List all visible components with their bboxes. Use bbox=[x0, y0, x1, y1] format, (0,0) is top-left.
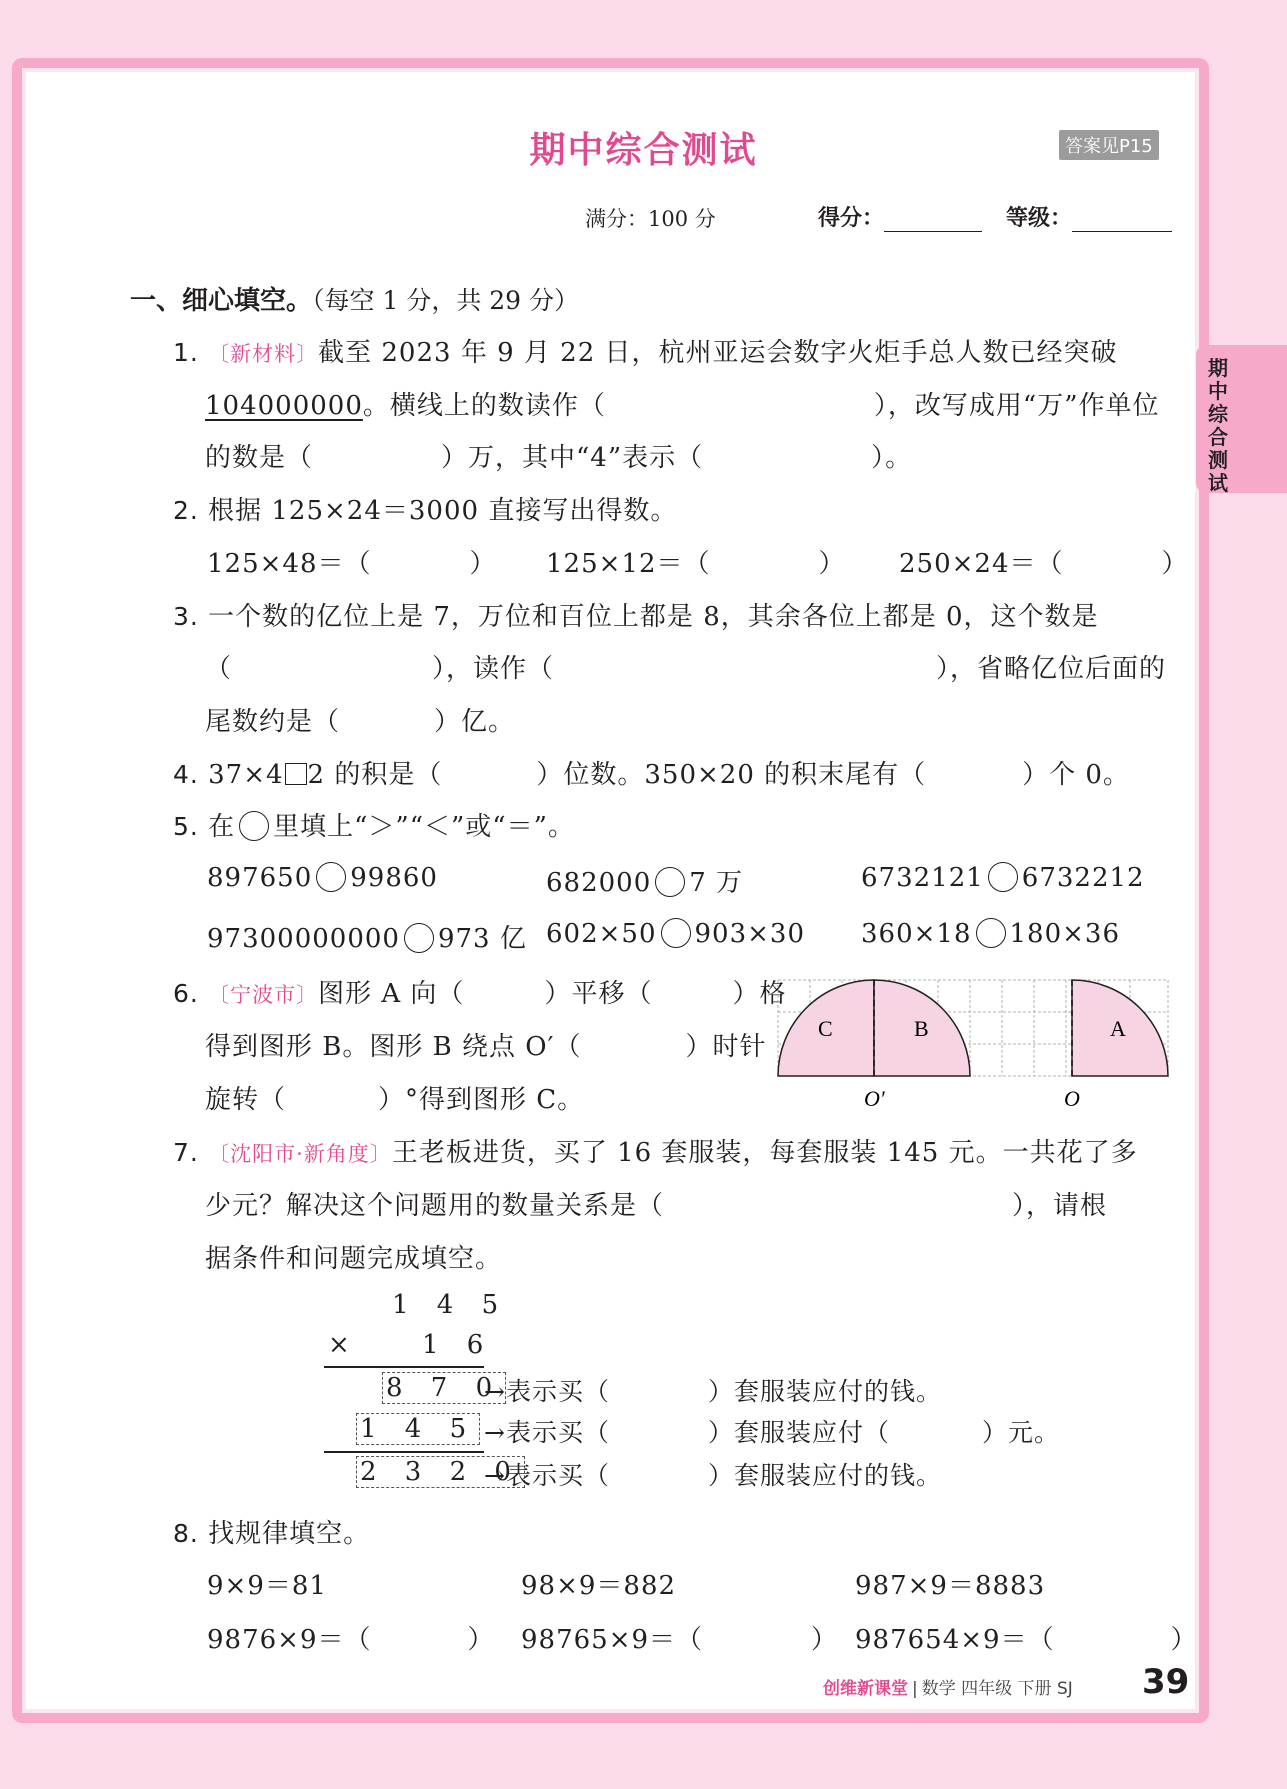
question-text: ）亿。 bbox=[434, 707, 516, 737]
question-4 bbox=[173, 754, 1130, 791]
times-sign: × bbox=[328, 1330, 360, 1360]
pattern-item: 9×9＝81 bbox=[207, 1571, 327, 1601]
question-text: ），省略亿位后面的 bbox=[936, 654, 1167, 684]
question-text: ）。 bbox=[871, 443, 913, 473]
left-value: 360×18 bbox=[861, 919, 972, 949]
right-value: 973 亿 bbox=[437, 924, 527, 954]
question-text: ），请根 bbox=[1012, 1191, 1108, 1221]
pattern-item bbox=[207, 1619, 495, 1656]
page-title: 期中综合测试 bbox=[529, 130, 758, 171]
point-o: O bbox=[1064, 1086, 1080, 1111]
pattern-item: 98×9＝882 bbox=[521, 1571, 677, 1601]
question-text: ）°得到图形 C。 bbox=[378, 1085, 585, 1115]
question-7-line-1 bbox=[173, 1132, 1138, 1169]
paren-close: ） bbox=[1161, 549, 1189, 579]
question-text: 37×4 bbox=[208, 760, 284, 790]
compare-circle[interactable] bbox=[316, 862, 346, 892]
calc-rule bbox=[324, 1366, 484, 1368]
question-1-line-2 bbox=[205, 385, 1160, 422]
question-text: 图形 A 向（ bbox=[318, 979, 465, 1009]
partial-product-2: 1 4 5 bbox=[356, 1413, 480, 1445]
compare-circle[interactable] bbox=[976, 918, 1006, 948]
question-text: 据条件和问题完成填空。 bbox=[205, 1244, 503, 1274]
right-value: 99860 bbox=[350, 863, 438, 893]
q5-item bbox=[207, 918, 527, 955]
question-number: 7. bbox=[173, 1138, 199, 1167]
compare-circle[interactable] bbox=[655, 867, 685, 897]
section-note: （每空 1 分，共 29 分） bbox=[312, 286, 580, 315]
question-text: 一个数的亿位上是 7，万位和百位上都是 8，其余各位上都是 0，这个数是 bbox=[208, 602, 1099, 632]
question-text: 里填上“＞”“＜”或“＝”。 bbox=[273, 812, 575, 842]
footer bbox=[823, 1674, 1073, 1699]
grade-label: 等级： bbox=[1006, 206, 1073, 231]
question-2 bbox=[173, 490, 677, 527]
expression: 98765×9＝（ bbox=[521, 1625, 704, 1655]
question-number: 1. bbox=[173, 338, 199, 367]
score-field[interactable] bbox=[818, 201, 982, 232]
note-text: ）元。 bbox=[981, 1418, 1060, 1447]
question-8 bbox=[173, 1513, 370, 1550]
q5-item bbox=[861, 918, 1120, 949]
question-tag: 〔新材料〕 bbox=[208, 342, 319, 366]
note-line-2 bbox=[484, 1413, 1060, 1449]
compare-circle bbox=[239, 811, 269, 841]
section-title: 一、细心填空。 bbox=[130, 286, 313, 316]
note-line-3 bbox=[484, 1456, 942, 1492]
question-text: 2 的积是（ bbox=[307, 760, 443, 790]
expression: 125×48＝（ bbox=[207, 549, 372, 579]
q2-item-2 bbox=[546, 543, 846, 580]
question-7-line-3 bbox=[205, 1238, 502, 1275]
question-text: ）位数。350×20 的积末尾有（ bbox=[536, 760, 927, 790]
question-5 bbox=[173, 806, 575, 843]
q5-item bbox=[861, 862, 1145, 893]
multiplier: 1 6 bbox=[422, 1330, 494, 1360]
footer-divider: | bbox=[912, 1679, 918, 1699]
note-text: ）套服装应付（ bbox=[707, 1418, 890, 1447]
side-tab bbox=[1196, 345, 1287, 493]
question-text: （ bbox=[205, 654, 233, 684]
paren-close: ） bbox=[469, 549, 497, 579]
expression: 987654×9＝（ bbox=[855, 1625, 1055, 1655]
footer-brand: 创维新课堂 bbox=[823, 1679, 908, 1699]
q5-item bbox=[207, 862, 438, 893]
question-6-line-2 bbox=[205, 1026, 767, 1063]
question-7-line-2 bbox=[205, 1185, 1107, 1222]
partial-product-1: 8 7 0 bbox=[382, 1372, 506, 1404]
right-value: 7 万 bbox=[689, 868, 744, 898]
side-tab-label: 期中综合测试 bbox=[1208, 356, 1228, 495]
question-text: ）格 bbox=[732, 979, 787, 1009]
question-number: 5. bbox=[173, 812, 199, 841]
rotation-grid-diagram bbox=[776, 978, 1171, 1118]
question-text: ）个 0。 bbox=[1022, 760, 1130, 790]
question-number: 3. bbox=[173, 602, 199, 631]
question-text: ）平移（ bbox=[544, 979, 653, 1009]
question-text: 。横线上的数读作（ bbox=[362, 391, 606, 421]
question-1-line-1 bbox=[173, 332, 1118, 369]
full-score: 满分：100 分 bbox=[585, 207, 716, 231]
question-tag: 〔宁波市〕 bbox=[208, 983, 319, 1007]
expression: 9876×9＝（ bbox=[207, 1625, 372, 1655]
compare-circle[interactable] bbox=[988, 862, 1018, 892]
label-b: B bbox=[914, 1016, 929, 1041]
note-text: →表示买（ bbox=[484, 1418, 610, 1447]
note-line-1 bbox=[484, 1372, 942, 1408]
left-value: 97300000000 bbox=[207, 924, 400, 954]
note-text: ）套服装应付的钱。 bbox=[707, 1461, 942, 1490]
point-o-prime: O′ bbox=[864, 1086, 885, 1111]
compare-circle[interactable] bbox=[404, 923, 434, 953]
question-text: 截至 2023 年 9 月 22 日，杭州亚运会数字火炬手总人数已经突破 bbox=[318, 338, 1118, 368]
question-number: 2. bbox=[173, 496, 199, 525]
compare-circle[interactable] bbox=[661, 918, 691, 948]
expression: 250×24＝（ bbox=[899, 549, 1064, 579]
question-1-line-3 bbox=[205, 437, 912, 474]
question-text: ）万，其中“4”表示（ bbox=[441, 443, 704, 473]
question-number: 4. bbox=[173, 760, 199, 789]
left-value: 897650 bbox=[207, 863, 313, 893]
question-text: ），读作（ bbox=[432, 654, 555, 684]
question-text: 找规律填空。 bbox=[208, 1519, 371, 1549]
question-text: 根据 125×24＝3000 直接写出得数。 bbox=[208, 496, 678, 526]
question-tag: 〔沈阳市·新角度〕 bbox=[208, 1142, 392, 1166]
question-3-line-1 bbox=[173, 596, 1099, 633]
question-text: ）时针 bbox=[685, 1032, 767, 1062]
footer-meta: 数学 四年级 下册 SJ bbox=[921, 1679, 1073, 1699]
score-blank[interactable] bbox=[884, 209, 982, 232]
left-value: 682000 bbox=[546, 868, 652, 898]
note-text: ）套服装应付的钱。 bbox=[707, 1377, 942, 1406]
q5-item bbox=[546, 918, 805, 949]
final-product: 2 3 2 0 bbox=[356, 1456, 525, 1488]
question-text: 旋转（ bbox=[205, 1085, 287, 1115]
paren-close: ） bbox=[1170, 1625, 1198, 1655]
paren-close: ） bbox=[818, 549, 846, 579]
question-3-line-3 bbox=[205, 701, 515, 738]
right-value: 903×30 bbox=[694, 919, 805, 949]
question-text: 少元？解决这个问题用的数量关系是（ bbox=[205, 1191, 665, 1221]
question-text: ），改写成用“万”作单位 bbox=[873, 391, 1160, 421]
grade-field[interactable] bbox=[1006, 201, 1172, 232]
question-text: 在 bbox=[208, 812, 236, 842]
page-number: 39 bbox=[1142, 1662, 1190, 1702]
question-text: 得到图形 B。图形 B 绕点 O′（ bbox=[205, 1032, 582, 1062]
left-value: 602×50 bbox=[546, 919, 657, 949]
note-text: →表示买（ bbox=[484, 1461, 610, 1490]
q2-item-3 bbox=[899, 543, 1189, 580]
question-text: 的数是（ bbox=[205, 443, 314, 473]
section-heading bbox=[130, 280, 579, 317]
right-value: 180×36 bbox=[1009, 919, 1120, 949]
question-number: 8. bbox=[173, 1519, 199, 1548]
question-text: 王老板进货，买了 16 套服装，每套服装 145 元。一共花了多 bbox=[391, 1138, 1138, 1168]
underlined-number: 104000000 bbox=[205, 391, 363, 421]
question-text: 尾数约是（ bbox=[205, 707, 341, 737]
right-value: 6732212 bbox=[1021, 863, 1145, 893]
blank-square[interactable] bbox=[285, 763, 307, 785]
calc-rule bbox=[324, 1451, 484, 1453]
score-label: 得分： bbox=[818, 206, 885, 231]
question-6-line-1 bbox=[173, 973, 786, 1010]
left-value: 6732121 bbox=[861, 863, 984, 893]
label-c: C bbox=[818, 1016, 833, 1041]
paren-close: ） bbox=[811, 1625, 839, 1655]
pattern-item bbox=[521, 1619, 838, 1656]
question-number: 6. bbox=[173, 979, 199, 1008]
grade-blank[interactable] bbox=[1072, 209, 1172, 232]
question-6-line-3 bbox=[205, 1079, 584, 1116]
label-a: A bbox=[1110, 1016, 1126, 1041]
multiplicand: 1 4 5 bbox=[392, 1290, 509, 1320]
expression: 125×12＝（ bbox=[546, 549, 711, 579]
pattern-item bbox=[855, 1619, 1198, 1656]
q5-item bbox=[546, 862, 743, 899]
answer-reference-badge: 答案见P15 bbox=[1059, 130, 1159, 160]
note-text: →表示买（ bbox=[484, 1377, 610, 1406]
pattern-item: 987×9＝8883 bbox=[855, 1571, 1046, 1601]
question-3-line-2 bbox=[205, 648, 1166, 685]
q2-item-1 bbox=[207, 543, 497, 580]
paren-close: ） bbox=[467, 1625, 495, 1655]
